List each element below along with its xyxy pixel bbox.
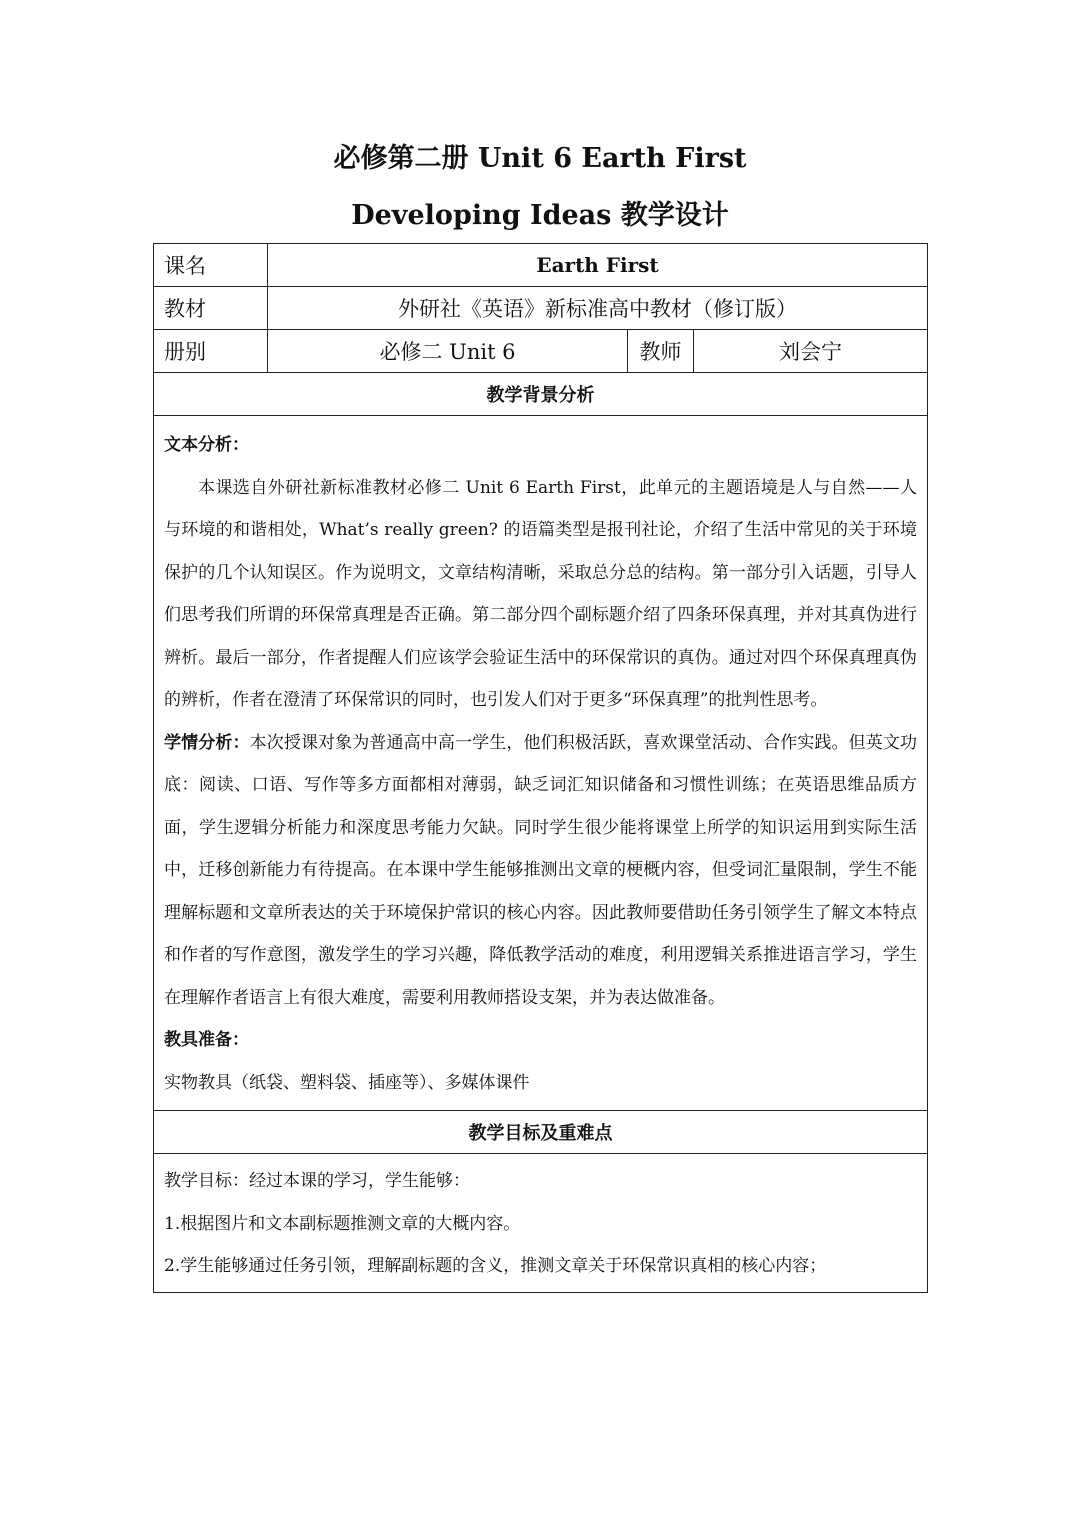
teacher-value: 刘会宁 [694, 330, 928, 373]
materials-heading: 教具准备： [164, 1030, 249, 1050]
volume-label: 册别 [154, 330, 268, 373]
course-row [154, 244, 928, 287]
background-section-body [154, 416, 928, 1111]
text-analysis-paragraph: 本课选自外研社新标准教材必修二 Unit 6 Earth First，此单元的主题语境是人与自然——人与环境的和谐相处，What’s really green? 的语篇类型是报刊社论，介绍了生活中常见的关于环境保护的几个认知误区。作为说明文，文章结构清晰，采取总分总的结构。第一部分引入话题，引导人们思考我们所谓的环保常真理是否正确。第二部分四个副标题介绍了四条环保真理，并对其真伪进行辨析。最后一部分，作者提醒人们应该学会验证生活中的环保常识的真伪。通过对四个环保真理真伪的辨析，作者在澄清了环保常识的同时，也引发人们对于更多“环保真理”的批判性思考。 [164, 477, 917, 710]
goals-body-row [154, 1154, 928, 1293]
textbook-row [154, 287, 928, 330]
course-value: Earth First [268, 244, 928, 287]
textbook-label: 教材 [154, 287, 268, 330]
learner-analysis-heading: 学情分析： [164, 732, 250, 753]
lesson-plan-table [153, 243, 928, 1293]
textbook-value: 外研社《英语》新标准高中教材（修订版） [268, 287, 928, 330]
goal-item-2: 2.学生能够通过任务引领，理解副标题的含义，推测文章关于环保常识真相的核心内容； [164, 1256, 827, 1276]
volume-value: 必修二 Unit 6 [268, 330, 628, 373]
course-label: 课名 [154, 244, 268, 287]
goal-item-1: 1.根据图片和文本副标题推测文章的大概内容。 [164, 1213, 521, 1234]
goals-intro: 教学目标：经过本课的学习，学生能够： [164, 1171, 470, 1191]
goals-section-heading: 教学目标及重难点 [154, 1111, 928, 1154]
learner-analysis-paragraph [164, 722, 917, 1020]
goals-section-body [154, 1154, 928, 1293]
materials-body: 实物教具（纸袋、塑料袋、插座等）、多媒体课件 [164, 1072, 530, 1093]
learner-analysis-body: 本次授课对象为普通高中高一学生，他们积极活跃，喜欢课堂活动、合作实践。但英文功底：阅读、口语、写作等多方面都相对薄弱，缺乏词汇知识储备和习惯性训练；在英语思维品质方面，学生逻辑分析能力和深度思考能力欠缺。同时学生很少能将课堂上所学的知识运用到实际生活中，迁移创新能力有待提高。在本课中学生能够推测出文章的梗概内容，但受词汇量限制，学生不能理解标题和文章所表达的关于环境保护常识的核心内容。因此教师要借助任务引领学生了解文本特点和作者的写作意图，激发学生的学习兴趣，降低教学活动的难度，利用逻辑关系推进语言学习，学生在理解作者语言上有很大难度，需要利用教师搭设支架，并为表达做准备。 [164, 732, 918, 1008]
teacher-label: 教师 [628, 330, 694, 373]
background-heading-row [154, 373, 928, 416]
document-title-line2: Developing Ideas 教学设计 [351, 200, 729, 231]
document-title-line1: 必修第二册 Unit 6 Earth First [333, 143, 747, 174]
goals-heading-row [154, 1111, 928, 1154]
text-analysis-heading: 文本分析： [164, 435, 249, 455]
background-section-heading: 教学背景分析 [154, 373, 928, 416]
volume-row [154, 330, 928, 373]
background-body-row [154, 416, 928, 1111]
